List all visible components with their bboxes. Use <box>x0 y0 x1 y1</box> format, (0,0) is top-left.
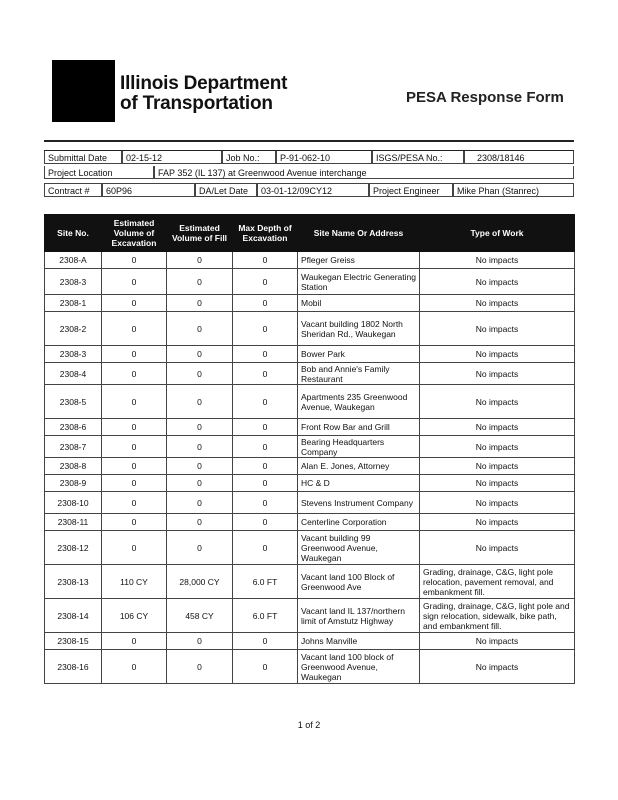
excavation-cell: 0 <box>102 650 167 684</box>
col-header-max-depth: Max Depth of Excavation <box>233 215 298 252</box>
depth-cell: 0 <box>233 475 298 492</box>
depth-cell: 6.0 FT <box>233 565 298 599</box>
fill-cell: 0 <box>167 633 233 650</box>
excavation-cell: 0 <box>102 458 167 475</box>
form-title: PESA Response Form <box>406 89 564 106</box>
info-row-submittal <box>44 151 574 165</box>
table-row <box>45 419 575 436</box>
type-of-work-cell: No impacts <box>420 385 575 419</box>
page-number: 1 of 2 <box>297 720 321 730</box>
depth-cell: 0 <box>233 458 298 475</box>
excavation-cell: 0 <box>102 252 167 269</box>
table-row <box>45 514 575 531</box>
site-name-cell: Apartments 235 Greenwood Avenue, Waukegan <box>298 385 420 419</box>
excavation-cell: 0 <box>102 475 167 492</box>
site-no-cell: 2308-7 <box>45 436 102 458</box>
idot-logo-mark <box>52 60 115 122</box>
type-of-work-cell: No impacts <box>420 252 575 269</box>
fill-cell: 0 <box>167 458 233 475</box>
da-let-value: 03-01-12/09CY12 <box>257 183 369 197</box>
type-of-work-cell: No impacts <box>420 269 575 295</box>
depth-cell: 0 <box>233 385 298 419</box>
type-of-work-cell: No impacts <box>420 633 575 650</box>
table-row <box>45 295 575 312</box>
excavation-cell: 0 <box>102 436 167 458</box>
excavation-cell: 0 <box>102 363 167 385</box>
fill-cell: 0 <box>167 385 233 419</box>
excavation-cell: 106 CY <box>102 599 167 633</box>
site-no-cell: 2308-A <box>45 252 102 269</box>
project-location-label: Project Location <box>44 166 154 179</box>
top-divider <box>44 140 574 142</box>
site-name-cell: Vacant land 100 Block of Greenwood Ave <box>298 565 420 599</box>
contract-value: 60P96 <box>102 183 195 197</box>
site-name-cell: Pfleger Greiss <box>298 252 420 269</box>
site-no-cell: 2308-1 <box>45 295 102 312</box>
type-of-work-cell: No impacts <box>420 312 575 346</box>
job-no-label: Job No.: <box>222 151 276 164</box>
fill-cell: 458 CY <box>167 599 233 633</box>
table-row <box>45 269 575 295</box>
table-row <box>45 492 575 514</box>
excavation-cell: 110 CY <box>102 565 167 599</box>
site-no-cell: 2308-16 <box>45 650 102 684</box>
type-of-work-cell: No impacts <box>420 363 575 385</box>
excavation-cell: 0 <box>102 346 167 363</box>
site-no-cell: 2308-3 <box>45 269 102 295</box>
fill-cell: 0 <box>167 252 233 269</box>
table-header-row <box>45 215 575 252</box>
site-name-cell: Vacant building 1802 North Sheridan Rd., Waukegan <box>298 312 420 346</box>
site-no-cell: 2308-11 <box>45 514 102 531</box>
table-row <box>45 312 575 346</box>
fill-cell: 0 <box>167 346 233 363</box>
table-row <box>45 436 575 458</box>
fill-cell: 28,000 CY <box>167 565 233 599</box>
site-no-cell: 2308-15 <box>45 633 102 650</box>
site-name-cell: Johns Manville <box>298 633 420 650</box>
type-of-work-cell: No impacts <box>420 514 575 531</box>
site-name-cell: HC & D <box>298 475 420 492</box>
table-row <box>45 252 575 269</box>
site-name-cell: Mobil <box>298 295 420 312</box>
fill-cell: 0 <box>167 269 233 295</box>
excavation-cell: 0 <box>102 531 167 565</box>
excavation-cell: 0 <box>102 419 167 436</box>
depth-cell: 0 <box>233 514 298 531</box>
table-row <box>45 599 575 633</box>
type-of-work-cell: No impacts <box>420 436 575 458</box>
agency-name-line1: Illinois Department <box>120 73 288 94</box>
site-no-cell: 2308-13 <box>45 565 102 599</box>
col-header-excavation: Estimated Volume of Excavation <box>102 215 167 252</box>
site-name-cell: Vacant building 99 Greenwood Avenue, Waukegan <box>298 531 420 565</box>
table-row <box>45 633 575 650</box>
table-row <box>45 475 575 492</box>
site-no-cell: 2308-5 <box>45 385 102 419</box>
site-name-cell: Waukegan Electric Generating Station <box>298 269 420 295</box>
job-no-value: P-91-062-10 <box>276 151 372 164</box>
agency-name <box>120 74 287 114</box>
fill-cell: 0 <box>167 419 233 436</box>
site-name-cell: Alan E. Jones, Attorney <box>298 458 420 475</box>
table-row <box>45 346 575 363</box>
depth-cell: 0 <box>233 312 298 346</box>
table-row <box>45 531 575 565</box>
site-no-cell: 2308-10 <box>45 492 102 514</box>
site-no-cell: 2308-3 <box>45 346 102 363</box>
excavation-cell: 0 <box>102 269 167 295</box>
submittal-date-value: 02-15-12 <box>122 151 222 164</box>
depth-cell: 0 <box>233 531 298 565</box>
info-row-contract <box>44 183 574 197</box>
fill-cell: 0 <box>167 363 233 385</box>
depth-cell: 0 <box>233 295 298 312</box>
site-name-cell: Bower Park <box>298 346 420 363</box>
table-row <box>45 565 575 599</box>
site-name-cell: Front Row Bar and Grill <box>298 419 420 436</box>
table-row <box>45 385 575 419</box>
da-let-label: DA/Let Date <box>195 183 257 197</box>
excavation-cell: 0 <box>102 295 167 312</box>
depth-cell: 0 <box>233 419 298 436</box>
type-of-work-cell: No impacts <box>420 346 575 363</box>
col-header-fill: Estimated Volume of Fill <box>167 215 233 252</box>
project-location-value: FAP 352 (IL 137) at Greenwood Avenue interchange <box>154 166 574 179</box>
engineer-value: Mike Phan (Stanrec) <box>453 183 574 197</box>
fill-cell: 0 <box>167 531 233 565</box>
info-row-location <box>44 166 574 180</box>
fill-cell: 0 <box>167 492 233 514</box>
type-of-work-cell: Grading, drainage, C&G, light pole and sign relocation, sidewalk, bike path, and embankment fill. <box>420 599 575 633</box>
contract-label: Contract # <box>44 183 102 197</box>
type-of-work-cell: No impacts <box>420 295 575 312</box>
type-of-work-cell: No impacts <box>420 419 575 436</box>
type-of-work-cell: No impacts <box>420 458 575 475</box>
depth-cell: 0 <box>233 346 298 363</box>
depth-cell: 0 <box>233 650 298 684</box>
submittal-date-label: Submittal Date <box>44 151 122 164</box>
type-of-work-cell: No impacts <box>420 492 575 514</box>
agency-name-line2: of Transportation <box>120 93 273 114</box>
depth-cell: 0 <box>233 492 298 514</box>
depth-cell: 0 <box>233 436 298 458</box>
site-no-cell: 2308-6 <box>45 419 102 436</box>
site-no-cell: 2308-2 <box>45 312 102 346</box>
fill-cell: 0 <box>167 475 233 492</box>
site-name-cell: Bearing Headquarters Company <box>298 436 420 458</box>
fill-cell: 0 <box>167 514 233 531</box>
col-header-site-no: Site No. <box>45 215 102 252</box>
fill-cell: 0 <box>167 650 233 684</box>
table-row <box>45 458 575 475</box>
site-no-cell: 2308-14 <box>45 599 102 633</box>
type-of-work-cell: Grading, drainage, C&G, light pole relocation, pavement removal, and embankment fill. <box>420 565 575 599</box>
depth-cell: 0 <box>233 633 298 650</box>
site-no-cell: 2308-8 <box>45 458 102 475</box>
depth-cell: 0 <box>233 252 298 269</box>
excavation-cell: 0 <box>102 385 167 419</box>
col-header-type-of-work: Type of Work <box>420 215 575 252</box>
depth-cell: 6.0 FT <box>233 599 298 633</box>
excavation-cell: 0 <box>102 312 167 346</box>
isgs-label: ISGS/PESA No.: <box>372 151 464 164</box>
isgs-value: 2308/18146 <box>464 151 574 164</box>
type-of-work-cell: No impacts <box>420 475 575 492</box>
excavation-cell: 0 <box>102 633 167 650</box>
col-header-site-name: Site Name Or Address <box>298 215 420 252</box>
excavation-cell: 0 <box>102 492 167 514</box>
table-row <box>45 363 575 385</box>
site-no-cell: 2308-12 <box>45 531 102 565</box>
site-no-cell: 2308-9 <box>45 475 102 492</box>
table-row <box>45 650 575 684</box>
pesa-sites-table <box>44 214 575 684</box>
type-of-work-cell: No impacts <box>420 531 575 565</box>
site-no-cell: 2308-4 <box>45 363 102 385</box>
depth-cell: 0 <box>233 363 298 385</box>
fill-cell: 0 <box>167 295 233 312</box>
fill-cell: 0 <box>167 436 233 458</box>
site-name-cell: Vacant land 100 block of Greenwood Avenue, Waukegan <box>298 650 420 684</box>
site-name-cell: Vacant land IL 137/northern limit of Amstutz Highway <box>298 599 420 633</box>
engineer-label: Project Engineer <box>369 183 453 197</box>
type-of-work-cell: No impacts <box>420 650 575 684</box>
depth-cell: 0 <box>233 269 298 295</box>
fill-cell: 0 <box>167 312 233 346</box>
site-name-cell: Centerline Corporation <box>298 514 420 531</box>
site-name-cell: Stevens Instrument Company <box>298 492 420 514</box>
site-name-cell: Bob and Annie's Family Restaurant <box>298 363 420 385</box>
excavation-cell: 0 <box>102 514 167 531</box>
